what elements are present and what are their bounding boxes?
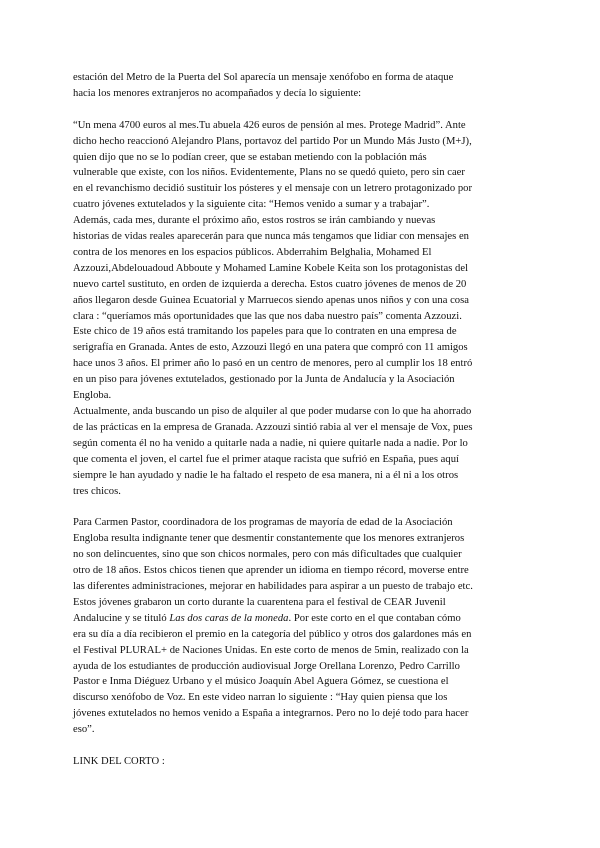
text-line: Azzouzi,Abdelouadoud Abboute y Mohamed Lamine Kobele Keita son los protagonistas del — [73, 262, 469, 274]
text-line: no son delincuentes, sino que son chicos normales, pero con más dificultades que cualquier — [73, 549, 462, 561]
text-line: Además, cada mes, durante el próximo año, estos rostros se irán cambiando y nuevas — [73, 215, 436, 227]
text-line: serigrafía en Granada. Antes de esto, Azzouzi llegó en una patera que compró con 11 amigos — [73, 342, 468, 354]
text-line: hace unos 3 años. El primer año lo pasó en un centro de menores, pero al cumplir los 18 entró — [73, 358, 473, 370]
text-line: Este chico de 19 años está tramitando los papeles para que lo contraten en una empresa de — [73, 326, 457, 338]
paragraph-link-label — [73, 754, 530, 770]
paragraph-intro — [73, 70, 530, 102]
text-line: Pastor e Inma Diéguez Urbano y el músico Joaquín Abel Aguera Gómez, se cuestiona el — [73, 676, 449, 688]
text-line: estación del Metro de la Puerta del Sol aparecía un mensaje xenófobo en forma de ataque — [73, 72, 454, 83]
film-title: Las dos caras de la moneda — [169, 612, 289, 624]
text-line: Para Carmen Pastor, coordinadora de los programas de mayoría de edad de la Asociación — [73, 517, 453, 529]
text-line: “Un mena 4700 euros al mes.Tu abuela 426 euros de pensión al mes. Protege Madrid”. Ante — [73, 119, 466, 131]
text-line: de las prácticas en la empresa de Granada. Azzouzi sintió rabia al ver el mensaje de Vox, pues — [73, 421, 473, 433]
text-line: jóvenes extutelados no hemos venido a España a integrarnos. Pero no lo dejé todo para hacer — [73, 708, 469, 720]
text-line: hacia los menores extranjeros no acompañados y decía lo siguiente: — [73, 87, 362, 99]
text-line: siempre le han ayudado y nadie le ha faltado el respeto de esa manera, ni a él ni a los otros — [73, 469, 459, 481]
text-line: clara : “queríamos más oportunidades que las que nos daba nuestro país” comenta Azzouzi. — [73, 310, 462, 322]
paragraph-carmen-pastor — [73, 515, 530, 738]
text-line: contra de los menores en los espacios públicos. Abderrahim Belghalia, Mohamed El — [73, 246, 432, 258]
paragraph-story — [73, 118, 530, 500]
text-line: según comenta él no ha venido a quitarle nada a nadie, ni quiere quitarle nada a nadie. Por lo — [73, 437, 468, 449]
text-line: historias de vidas reales aparecerán para que nunca más tengamos que lidiar con mensajes en — [73, 231, 469, 243]
text-line: años llegaron desde Guinea Ecuatorial y Marruecos siendo apenas unos niños y con una cosa — [73, 294, 469, 306]
text-line: ayuda de los estudiantes de producción audiovisual Jorge Orellana Lorenzo, Pedro Carrillo — [73, 660, 460, 672]
text-line: discurso xenófobo de Voz. En este video narran lo siguiente : “Hay quien piensa que los — [73, 692, 448, 704]
text-line: Estos jóvenes grabaron un corto durante la cuarentena para el festival de CEAR Juvenil — [73, 596, 446, 608]
text-line: dicho hecho reaccionó Alejandro Plans, portavoz del partido Por un Mundo Más Justo (M+J), — [73, 135, 472, 147]
text-line: otro de 18 años. Estos chicos tienen que aprender un idioma en tiempo récord, moverse entre — [73, 565, 469, 577]
text-line: en el revanchismo decidió sustituir los pósteres y el mensaje con un letrero protagonizado por — [73, 183, 473, 195]
text-line: era su día a día recibieron el premio en la categoría del público y otros dos galardones más en — [73, 628, 472, 640]
text-segment: . Por este corto en el que contaban cómo — [288, 612, 461, 624]
text-line: que comenta el joven, el cartel fue el primer ataque racista que sufrió en España, pues aquí — [73, 453, 459, 465]
text-line: Engloba. — [73, 390, 112, 402]
text-line: Actualmente, anda buscando un piso de alquiler al que poder mudarse con lo que ha ahorrado — [73, 406, 472, 418]
text-line: el Festival PLURAL+ de Naciones Unidas. En este corto de menos de 5min, realizado con la — [73, 644, 469, 656]
text-line: vulnerable que existe, con los niños. Evidentemente, Plans no se quedó quieto, pero sin caer — [73, 167, 465, 179]
text-line: tres chicos. — [73, 485, 121, 497]
link-label: LINK DEL CORTO : — [73, 755, 165, 767]
text-line: Engloba resulta indignante tener que desmentir constantemente que los menores extranjeros — [73, 533, 465, 545]
text-line: cuatro jóvenes extutelados y la siguiente cita: “Hemos venido a sumar y a trabajar”. — [73, 199, 430, 211]
text-line: eso”. — [73, 724, 95, 736]
text-line: nuevo cartel sustituto, en orden de izquierda a derecha. Estos cuatro jóvenes de menos de 20 — [73, 278, 467, 290]
text-line: las diferentes administraciones, mejorar en habilidades para aspirar a un puesto de trabajo etc. — [73, 580, 473, 592]
text-segment: Andalucine y se tituló — [73, 612, 170, 624]
text-line: en un piso para jóvenes extutelados, gestionado por la Junta de Andalucía y la Asociación — [73, 374, 455, 386]
text-line — [73, 611, 530, 627]
text-line: quien dijo que no se lo podían creer, que se estaban metiendo con la población más — [73, 151, 427, 163]
